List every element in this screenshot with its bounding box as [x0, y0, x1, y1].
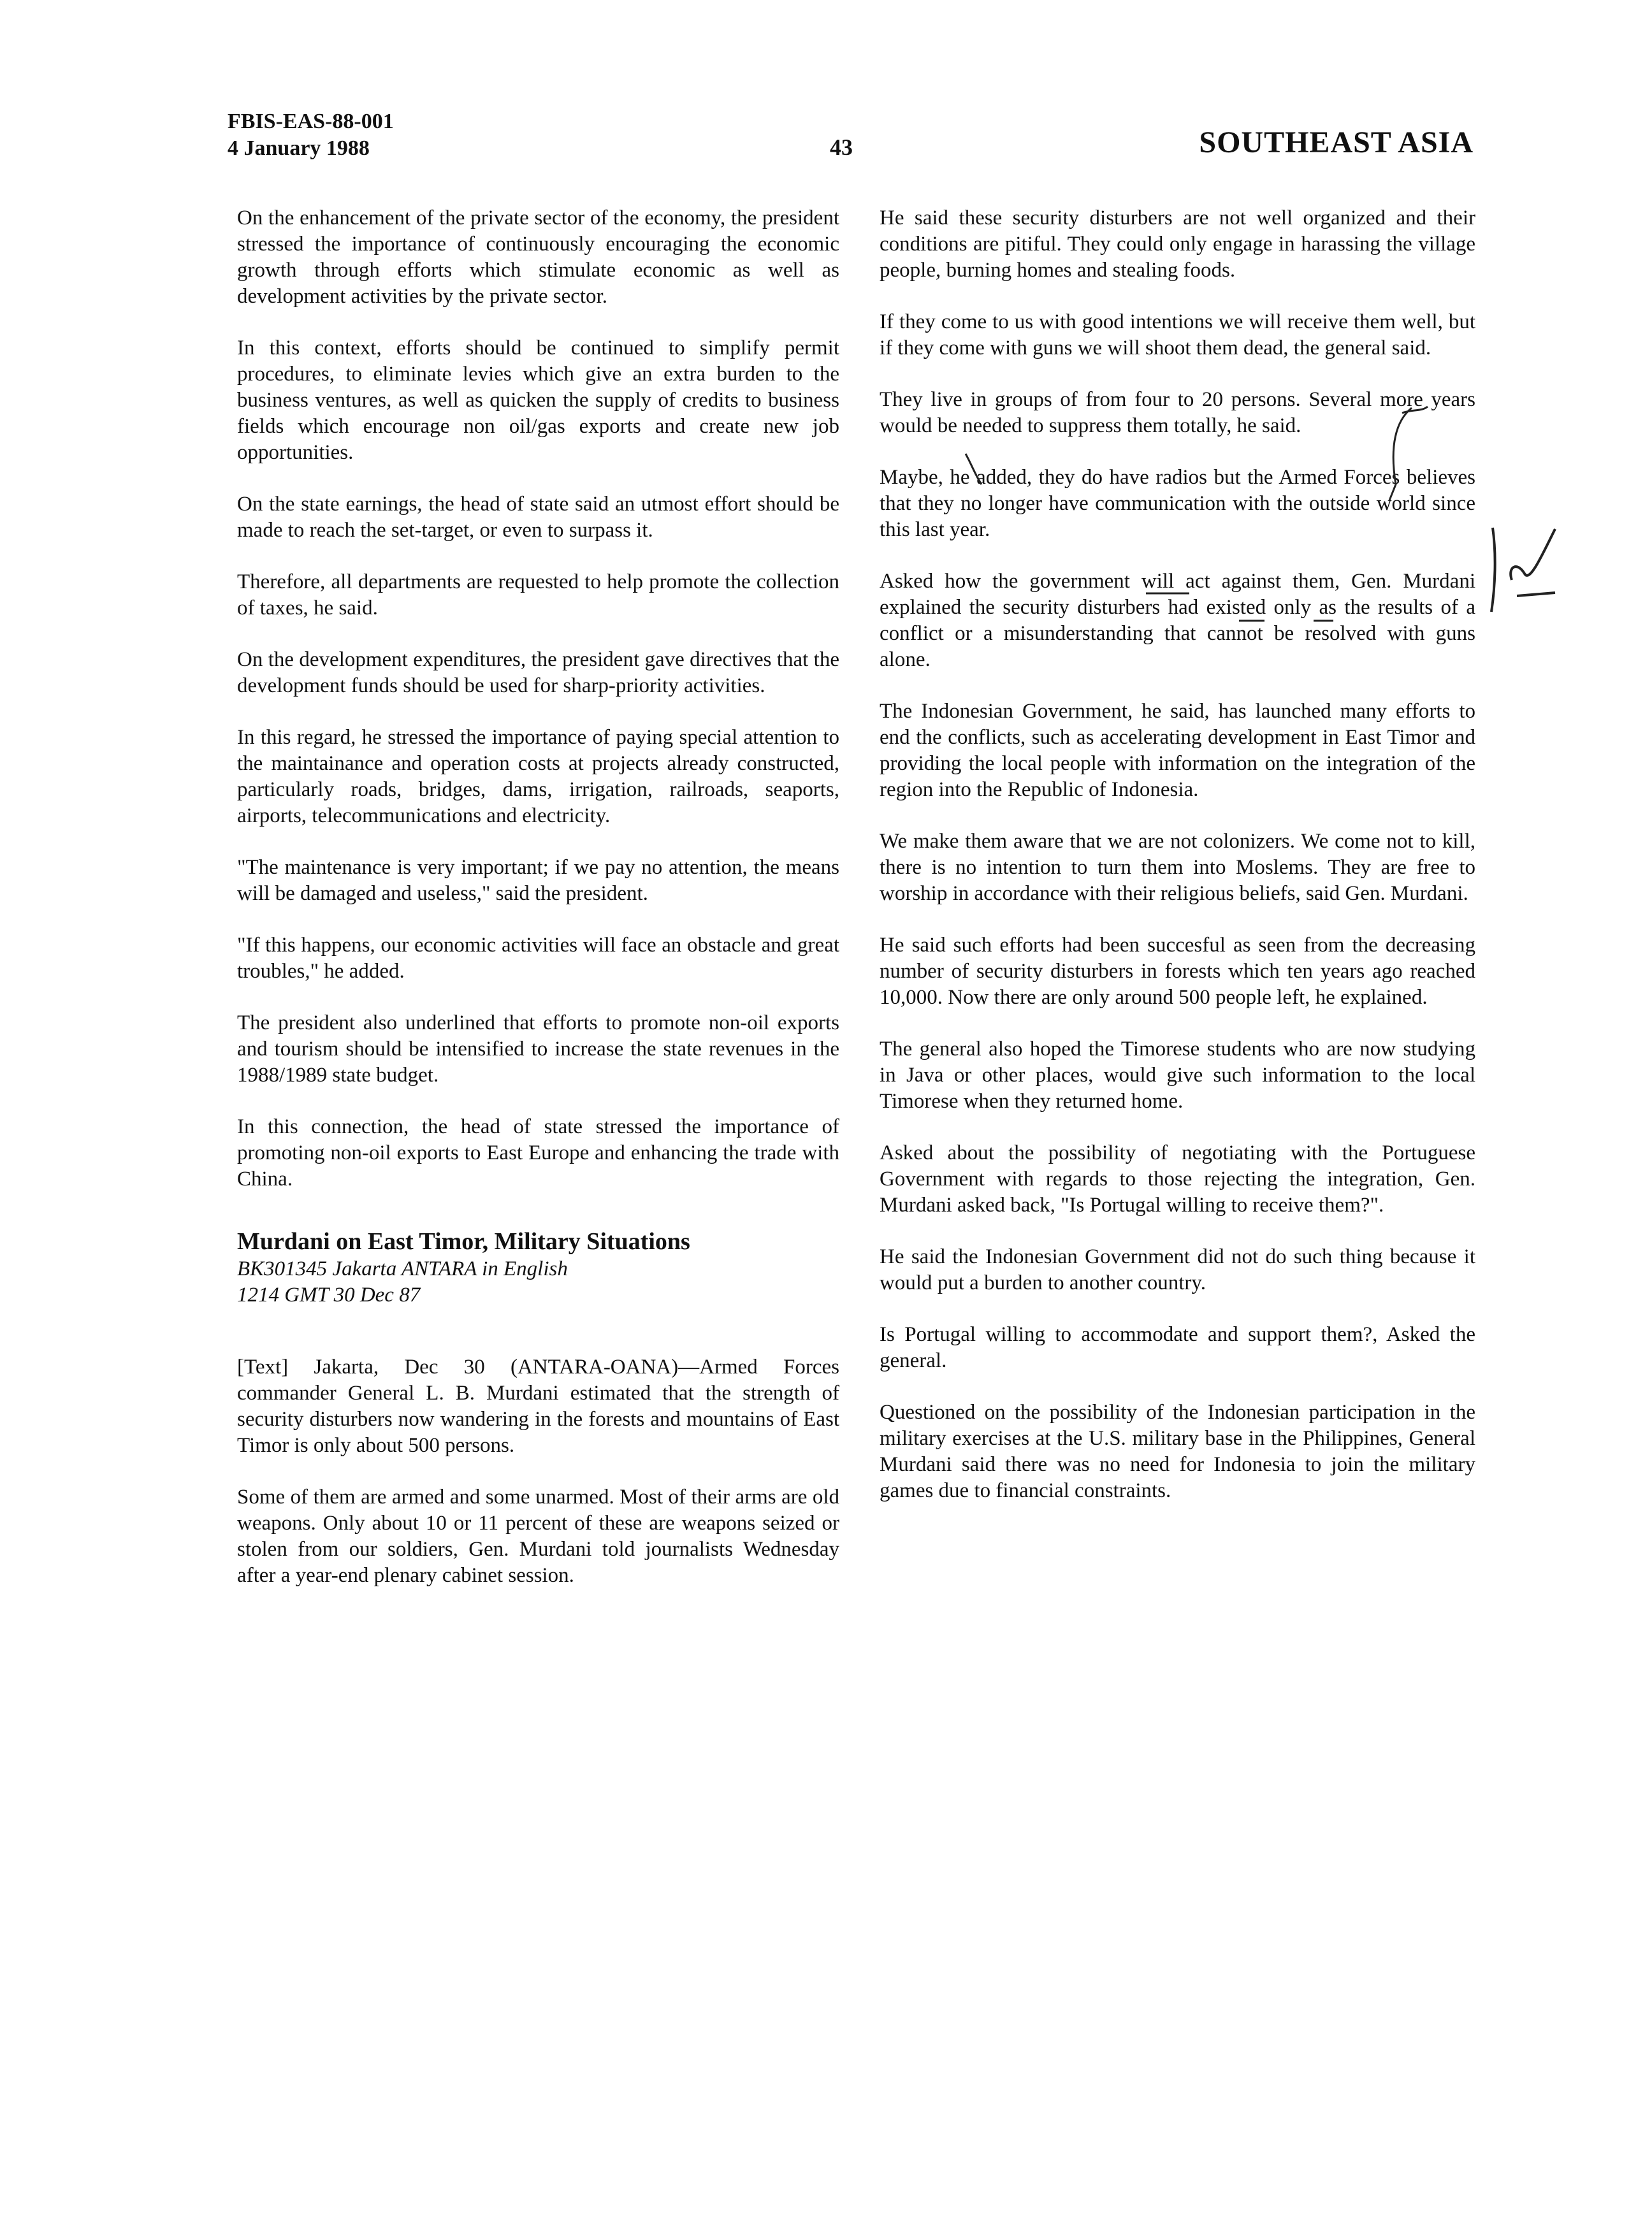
margin-underline-mark: [1517, 593, 1555, 596]
paragraph: On the enhancement of the private sector of the economy, the president stressed the importance of continuously encouraging the economic growth through efforts which stimulate economic as well as development activities by the private sector.: [237, 206, 839, 308]
paragraph: Some of them are armed and some unarmed. Most of their arms are old weapons. Only about 10 or 11 percent of these are weapons seized or stolen from our soldiers, Gen. Murdani told journalists Wednesday after a year-end plenary cabinet session.: [237, 1486, 839, 1587]
page-number: 43: [830, 134, 853, 160]
paragraph: [Text] Jakarta, Dec 30 (ANTARA-OANA)—Armed Forces commander General L. B. Murdani estimated that the strength of security disturbers now wandering in the forests and mountains of East Timor is only about 500 persons.: [237, 1356, 839, 1457]
paragraph: In this context, efforts should be continued to simplify permit procedures, to eliminate levies which give an extra burden to the business ventures, as well as quicken the supply of credits to business fields which encourage non oil/gas exports and create new job opportunities.: [237, 337, 839, 464]
header-left: [228, 108, 394, 162]
source-line: 1214 GMT 30 Dec 87: [237, 1284, 421, 1307]
paragraph: He said such efforts had been succesful as seen from the decreasing number of security disturbers in forests which ten years ago reached 10,000. Now there are only around 500 people left, he explained.: [880, 934, 1475, 1009]
paragraph: The Indonesian Government, he said, has launched many efforts to end the conflicts, such as accelerating development in East Timor and providing the local people with information on the integration of the region into the Republic of Indonesia.: [880, 700, 1475, 801]
paragraph: We make them aware that we are not colonizers. We come not to kill, there is no intention to turn them into Moslems. They are free to worship in accordance with their religious beliefs, said Gen. Murdani.: [880, 830, 1475, 905]
paragraph: Therefore, all departments are requested to help promote the collection of taxes, he said.: [237, 570, 839, 619]
paragraph: "If this happens, our economic activities will face an obstacle and great troubles," he added.: [237, 934, 839, 983]
paragraph: He said these security disturbers are not well organized and their conditions are pitiful. They could only engage in harassing the village people, burning homes and stealing foods.: [880, 206, 1475, 282]
paragraph: Asked about the possibility of negotiating with the Portuguese Government with regards to those rejecting the integration, Gen. Murdani asked back, "Is Portugal willing to receive them?".: [880, 1141, 1475, 1217]
paragraph: Asked how the government will act against them, Gen. Murdani explained the security disturbers had existed only as the results of a conflict or a misunderstanding that cannot be resolved with guns alone.: [880, 570, 1475, 671]
paragraph: In this connection, the head of state stressed the importance of promoting non-oil exports to East Europe and enhancing the trade with China.: [237, 1115, 839, 1191]
right-column: [880, 205, 1475, 1530]
paragraph: Is Portugal willing to accommodate and support them?, Asked the general.: [880, 1323, 1475, 1372]
left-column: [237, 205, 839, 1614]
paragraph: If they come to us with good intentions we will receive them well, but if they come with guns we will shoot them dead, the general said.: [880, 310, 1475, 359]
document-date: 4 January 1988: [228, 136, 370, 160]
source-line: BK301345 Jakarta ANTARA in English: [237, 1257, 568, 1280]
margin-bracket-mark: [1491, 528, 1495, 612]
paragraph: In this regard, he stressed the importance of paying special attention to the maintainance and operation costs at projects already constructed, particularly roads, bridges, dams, irrigation, railroads, seaports, airports, telecommunications and electricity.: [237, 726, 839, 827]
paragraph: "The maintenance is very important; if we pay no attention, the means will be damaged and useless," said the president.: [237, 856, 839, 905]
paragraph: On the state earnings, the head of state said an utmost effort should be made to reach the set-target, or even to surpass it.: [237, 493, 839, 542]
paragraph: The president also underlined that efforts to promote non-oil exports and tourism should be intensified to increase the state revenues in the 1988/1989 state budget.: [237, 1011, 839, 1087]
paragraph: Maybe, he added, they do have radios but the Armed Forces believes that they no longer have communication with the outside world since this last year.: [880, 466, 1475, 541]
section-title: SOUTHEAST ASIA: [1199, 126, 1474, 159]
paragraph: The general also hoped the Timorese students who are now studying in Java or other places, would give such information to the local Timorese when they returned home.: [880, 1038, 1475, 1113]
paragraph: He said the Indonesian Government did not do such thing because it would put a burden to another country.: [880, 1245, 1475, 1294]
paragraph: On the development expenditures, the president gave directives that the development funds should be used for sharp-priority activities.: [237, 648, 839, 697]
margin-check-mark: [1511, 529, 1555, 580]
story-headline: Murdani on East Timor, Military Situations: [237, 1228, 690, 1255]
document-id: FBIS-EAS-88-001: [228, 110, 394, 133]
story-source: [237, 1256, 839, 1308]
paragraph: They live in groups of from four to 20 persons. Several more years would be needed to suppress them totally, he said.: [880, 388, 1475, 437]
paragraph: Questioned on the possibility of the Indonesian participation in the military exercises at the U.S. military base in the Philippines, General Murdani said there was no need for Indonesia to join the military games due to financial constraints.: [880, 1401, 1475, 1502]
